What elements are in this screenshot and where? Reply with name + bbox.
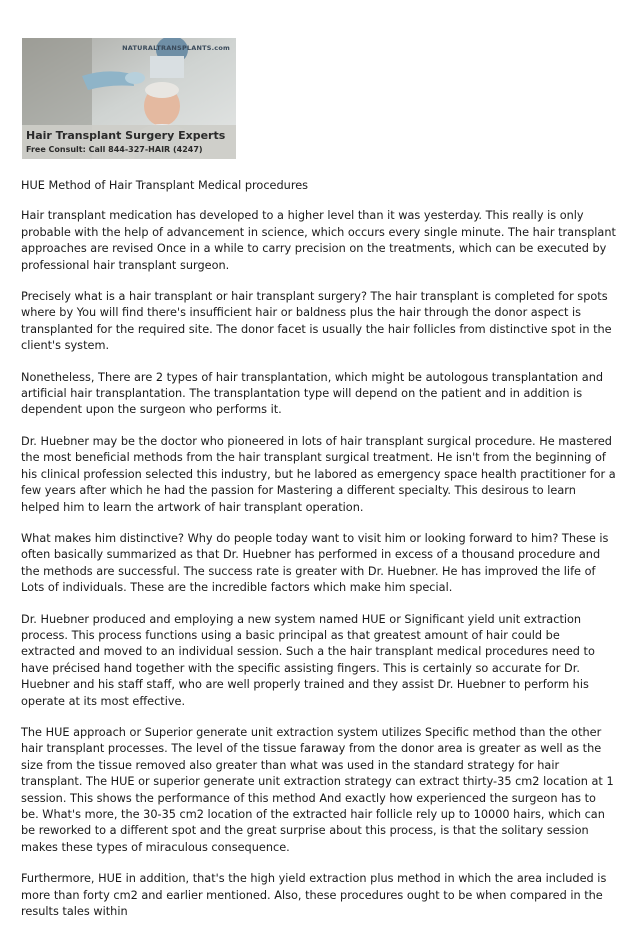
paragraph-4: Dr. Huebner may be the doctor who pioneered in lots of hair transplant surgical procedure. He mastered the most beneficial methods from the hair transplant surgical treatment. He isn't from the beginning of his clinical profession selected this industry, but he labored as emergency space health practitioner for a few years after which he had the passion for Mastering a different specialty. This desirous to learn helped him to learn the artwork of hair transplant operation. xyxy=(21,434,616,514)
paragraph-2: Precisely what is a hair transplant or hair transplant surgery? The hair transplant is completed for spots where by You will find there's insufficient hair or baldness plus the hair through the donor aspect is transplanted for the required site. The donor facet is usually the hair follicles from distinctive spot in the client's system. xyxy=(21,290,612,353)
hero-caption-band xyxy=(22,125,236,159)
hero-subtitle: Free Consult: Call 844-327-HAIR (4247) xyxy=(26,145,203,154)
article-body xyxy=(21,178,617,935)
hero-title: Hair Transplant Surgery Experts xyxy=(26,129,226,142)
paragraph-3: Nonetheless, There are 2 types of hair transplantation, which might be autologous transplantation and artificial hair transplantation. The transplantation type will depend on the patient and in addition is dependent upon the surgeon who performs it. xyxy=(21,370,604,417)
paragraph-1: Hair transplant medication has developed to a higher level than it was yesterday. This really is only probable with the help of advancement in science, which occurs every single minute. The hair transplant approaches are revised Once in a while to carry precision on the treatments, which can be executed by professional hair transplant surgeon. xyxy=(21,209,616,272)
paragraph-8: Furthermore, HUE in addition, that's the high yield extraction plus method in which the area included is more than forty cm2 and earlier mentioned. Also, these procedures ought to be when compared in the results tales within xyxy=(21,872,607,919)
hero-logo: NATURALTRANSPLANTS.com xyxy=(122,44,230,52)
article-title: HUE Method of Hair Transplant Medical procedures xyxy=(21,179,309,192)
paragraph-6: Dr. Huebner produced and employing a new system named HUE or Significant yield unit extraction process. This process functions using a basic principal as that greatest amount of hair could be extracted and moved to an individual session. Such a the hair transplant medical procedures need to have précised hand together with the specific assisting fingers. This is certainly so accurate for Dr. Huebner and his staff staff, who are well properly trained and they assist Dr. Huebner to perform his operate at its most effective. xyxy=(21,612,595,708)
paragraph-5: What makes him distinctive? Why do people today want to visit him or looking forward to him? These is often basically summarized as that Dr. Huebner has performed in excess of a thousand procedure and the methods are successful. The success rate is greater with Dr. Huebner. He has improved the life of Lots of individuals. These are the incredible factors which make him special. xyxy=(21,531,609,595)
hero-image xyxy=(22,38,236,159)
paragraph-7: The HUE approach or Superior generate unit extraction system utilizes Specific method than the other hair transplant processes. The level of the tissue faraway from the donor area is greater as well as the size from the tissue removed also greater than what was used in the standard strategy for hair transplant. The HUE or superior generate unit extraction strategy can extract thirty-35 cm2 location at 1 session. This shows the performance of this method And exactly how experienced the surgeon has to be. What's more, the 30-35 cm2 location of the extracted hair follicle rely up to 10000 hairs, which can be reworked to a different spot and the great surprise about this process, is that the solitary session makes these types of miraculous consequence. xyxy=(21,725,614,854)
